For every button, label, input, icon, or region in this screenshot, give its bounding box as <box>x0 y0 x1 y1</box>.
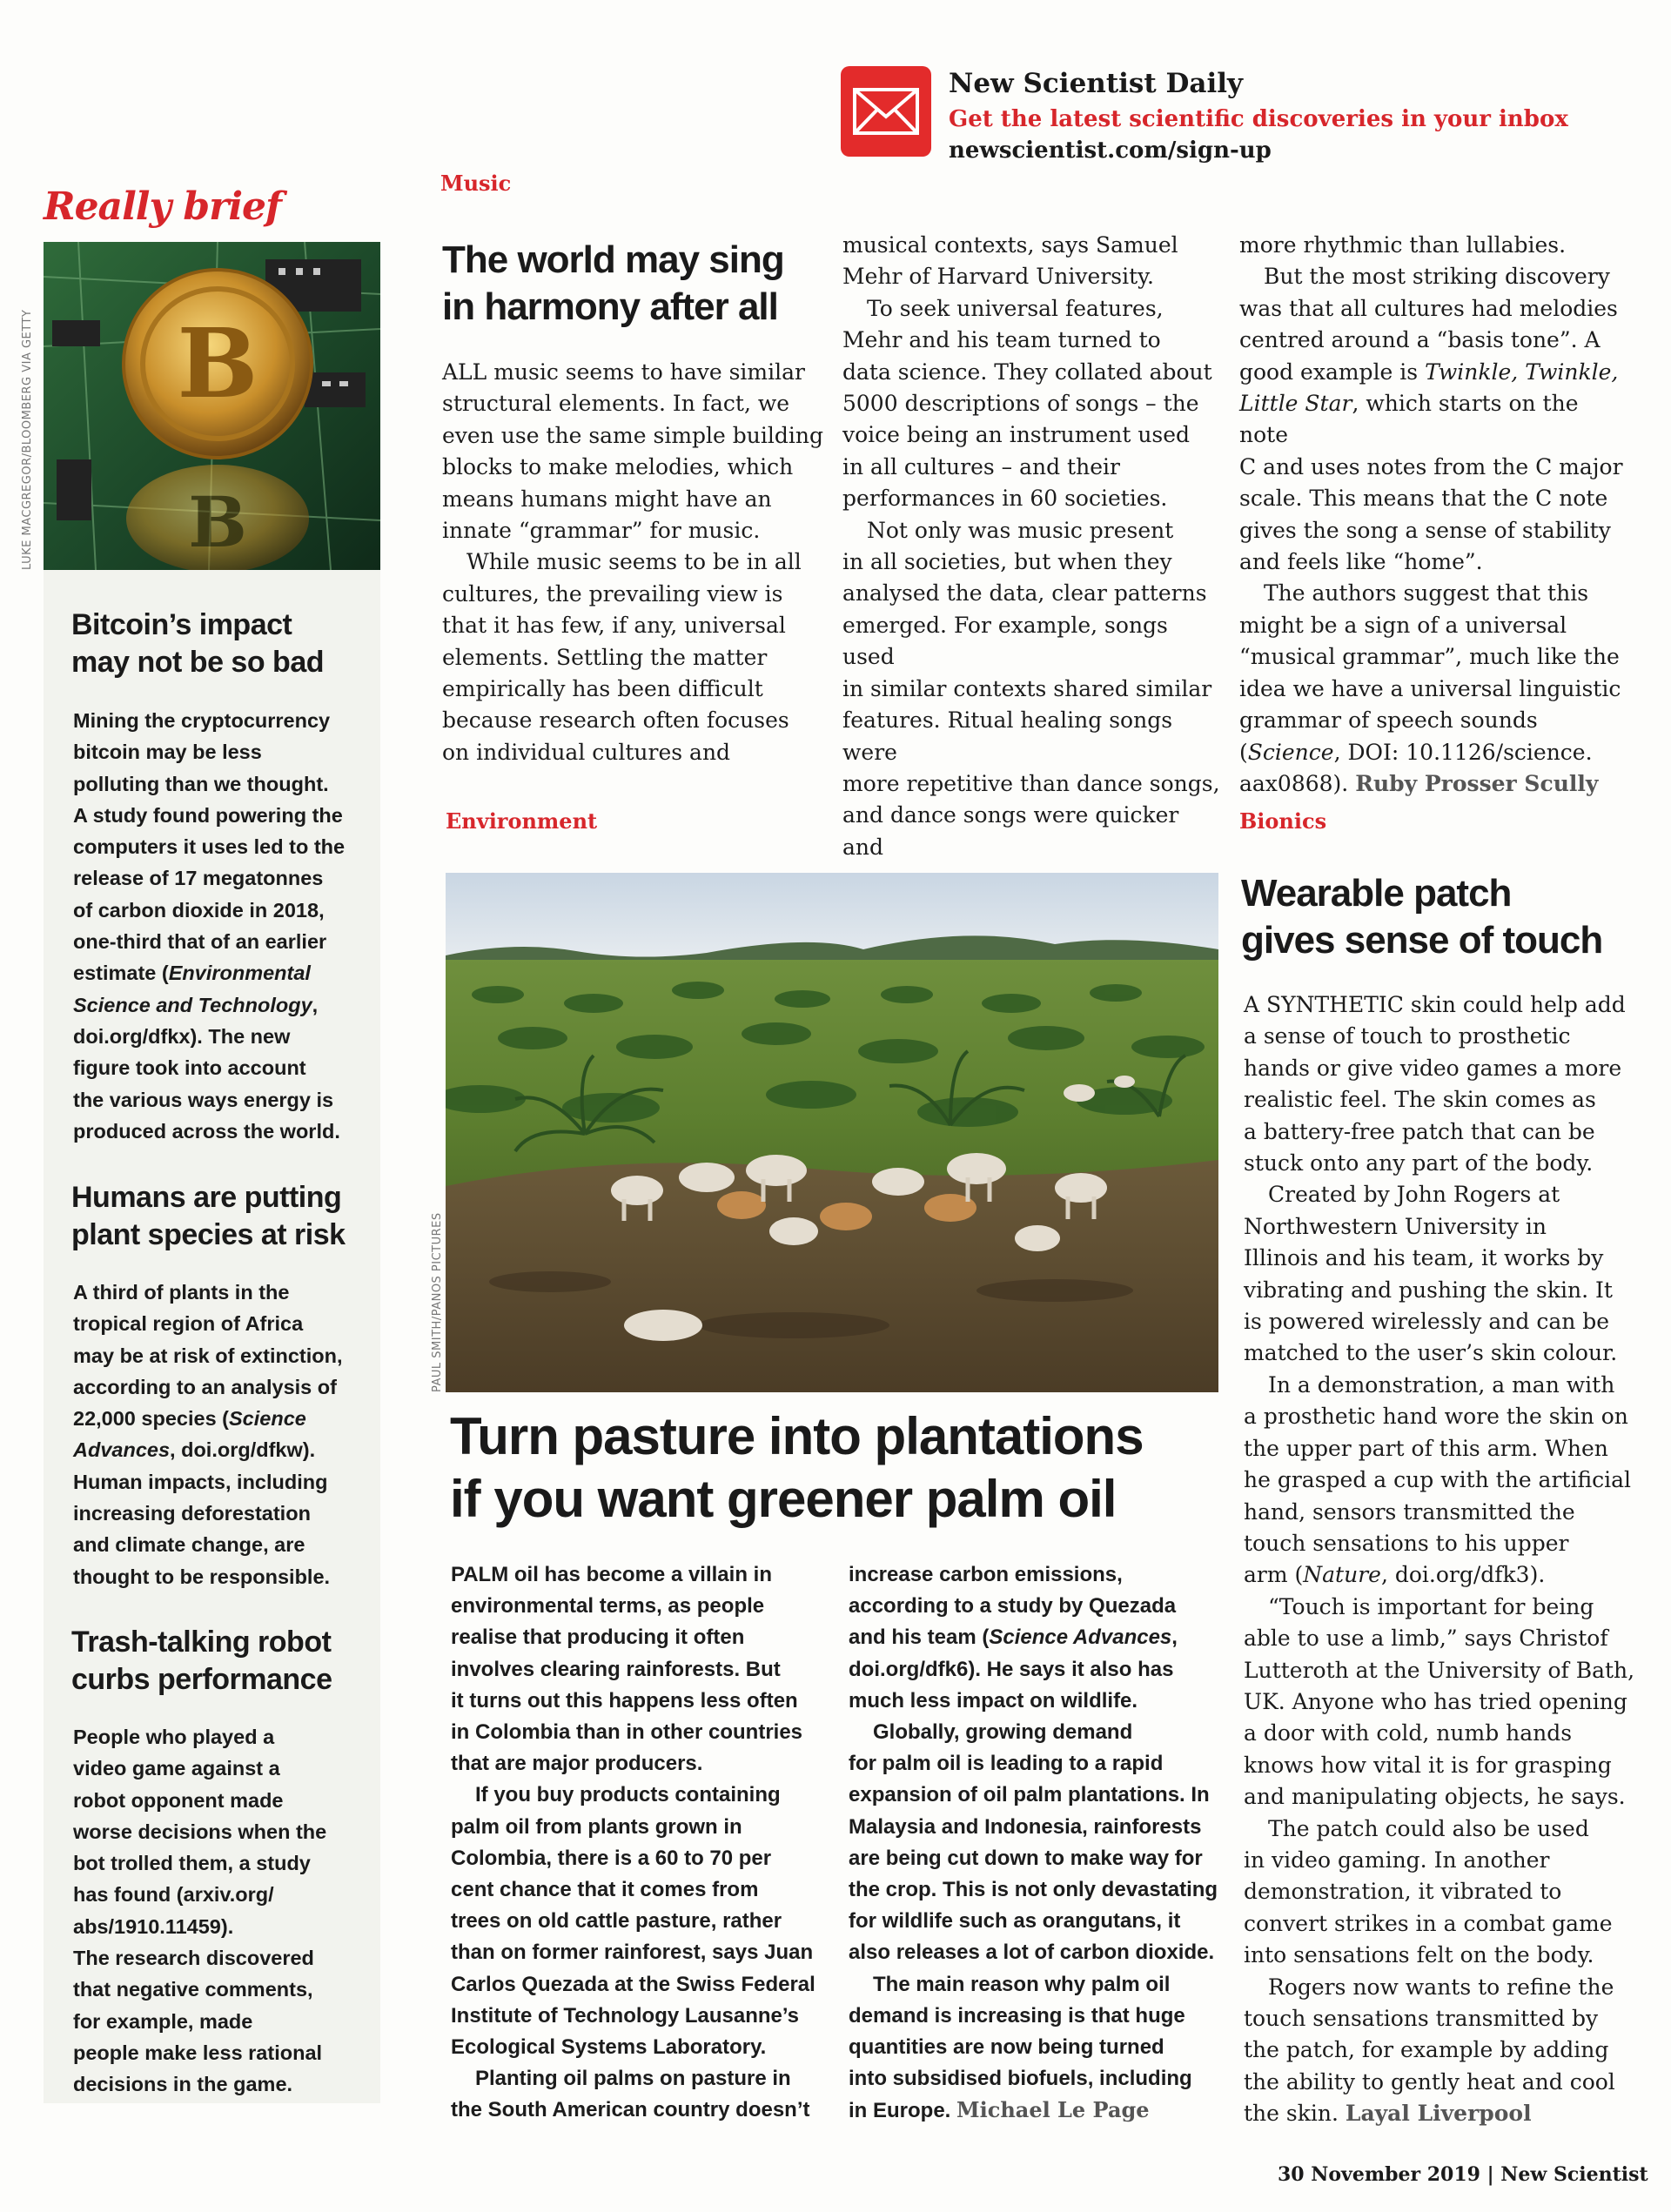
promo-signup-link[interactable]: newscientist.com/sign-up <box>949 137 1272 164</box>
environment-column-1: PALM oil has become a villain in environmental terms, as people realise that producing it often involves clearing rainforests. But it turns out this happens less often in Colombia than in other countries that are major producers. If you buy products containing palm oil from plants grown in Colombia, there is a 60 to 70 per cent chance that it comes from trees on old cattle pasture, rather than on former rainforest, says Juan Carlos Quezada at the Swiss Federal Institute of Technology Lausanne’s Ecological Systems Laboratory. Planting oil palms on pasture in the South American country doesn’t <box>451 1563 815 2122</box>
brief-headline-plants: Humans are putting plant species at risk <box>71 1181 346 1251</box>
bitcoin-photo <box>44 242 380 570</box>
section-label-music: Music <box>440 171 512 196</box>
environment-byline: Michael Le Page <box>956 2097 1150 2123</box>
promo-title: New Scientist Daily <box>949 68 1244 99</box>
envelope-icon <box>841 66 931 157</box>
brief-headline-bitcoin: Bitcoin’s impact may not be so bad <box>71 608 324 679</box>
music-headline: The world may sing in harmony after all <box>442 238 784 328</box>
bionics-body: A SYNTHETIC skin could help add a sense of touch to prosthetic hands or give video games a more realistic feel. The skin comes as a battery-free patch that can be stuck onto any part of the body. Created by John Rogers at Northwestern University in Illinois and his team, it works by vibrating and pushing the skin. It is powered wirelessly and can be matched to the user’s skin colour. In a demonstration, a man with a prosthetic hand wore the skin on the upper part of this arm. When he grasped a cup with the artificial hand, sensors transmitted the touch sensations to his upper arm (Nature, doi.org/dfk3). “Touch is important for being able to use a limb,” says Christof Lutteroth at the University of Bath, UK. Anyone who has tried opening a door with cold, numb hands knows how vital it is for grasping and manipulating objects, he says. The patch could also be used in video gaming. In another demonstration, it vibrated to convert strikes in a combat game into sensations felt on the body. Rogers now wants to refine the touch sensations transmitted by the patch, for example by adding the ability to gently heat and cool the skin. Layal Liverpool <box>1244 992 1635 2127</box>
section-label-bionics: Bionics <box>1239 808 1327 834</box>
bionics-headline: Wearable patch gives sense of touch <box>1241 872 1603 962</box>
brief-headline-robot: Trash-talking robot curbs performance <box>71 1625 332 1696</box>
svg-text:B: B <box>177 307 258 419</box>
palm-photo-credit: PAUL SMITH/PANOS PICTURES <box>431 1212 444 1392</box>
environment-column-2: increase carbon emissions, according to a study by Quezada and his team (Science Advances, doi.org/dfk6). He says it also has much less impact on wildlife. Globally, growing demand for palm oil is leading to a rapid expansion of oil palm plantations. In Malaysia and Indonesia, rainforests are being cut down to make way for the crop. This is not only devastating for wildlife such as orangutans, it also releases a lot of carbon dioxide. The main reason why palm oil demand is increasing is that huge quantities are now being turned into subsidised biofuels, including in Europe. Michael Le Page <box>849 1563 1218 2123</box>
brief-body-plants: A third of plants in the tropical region of Africa may be at risk of extinction, according to an analysis of 22,000 species (Science Advances, doi.org/dfkw). Human impacts, including increasing deforestation and climate change, are thought to be responsible. <box>73 1281 343 1588</box>
bitcoin-photo-credit: LUKE MACGREGOR/BLOOMBERG VIA GETTY <box>21 309 34 570</box>
really-brief-title: Really brief <box>44 184 281 229</box>
newsletter-promo-icon-box <box>841 66 931 157</box>
promo-tagline: Get the latest scientific discoveries in your inbox <box>949 106 1568 132</box>
music-byline: Ruby Prosser Scully <box>1355 770 1599 796</box>
page-footer: 30 November 2019 | New Scientist <box>1278 2163 1648 2186</box>
music-column-1: ALL music seems to have similar structural elements. In fact, we even use the same simple building blocks to make melodies, which means humans might have an innate “grammar” for music. While music seems to be in all cultures, the prevailing view is that it has few, if any, universal elements. Settling the matter empirically has been difficult because research often focuses on individual cultures and <box>442 359 823 765</box>
brief-body-robot: People who played a video game against a robot opponent made worse decisions when the bot trolled them, a study has found (arxiv.org/ abs/1910.11459). The research discovered that negative comments, for example, made people make less rational decisions in the game. <box>73 1726 327 2096</box>
palm-plantation-photo <box>446 873 1218 1392</box>
svg-text:B: B <box>188 481 247 563</box>
music-column-3: more rhythmic than lullabies. But the most striking discovery was that all cultures had melodies centred around a “basis tone”. A good example is Twinkle, Twinkle, Little Star, which starts on the note C and uses notes from the C major scale. This means that the C note gives the song a sense of stability and feels like “home”. The authors suggest that this might be a sign of a universal “musical grammar”, much like the idea we have a universal linguistic grammar of speech sounds (Science, DOI: 10.1126/science. aax0868). Ruby Prosser Scully <box>1239 232 1623 796</box>
music-column-2: musical contexts, says Samuel Mehr of Harvard University. To seek universal features, Mehr and his team turned to data science. They collated about 5000 descriptions of songs – the voice being an instrument used in all cultures – and their performances in 60 societies. Not only was music present in all societies, but when they analysed the data, clear patterns emerged. For example, songs used in similar contexts shared similar features. Ritual healing songs were more repetitive than dance songs, and dance songs were quicker and <box>842 232 1220 860</box>
bionics-byline: Layal Liverpool <box>1345 2101 1532 2127</box>
environment-headline: Turn pasture into plantations if you want greener palm oil <box>450 1407 1144 1528</box>
brief-body-bitcoin: Mining the cryptocurrency bitcoin may be less polluting than we thought. A study found powering the computers it uses led to the release of 17 megatonnes of carbon dioxide in 2018, one-third that of an earlier estimate (Environmental Science and Technology, doi.org/dfkx). The new figure took into account the various ways energy is produced across the world. <box>73 709 346 1143</box>
section-label-environment: Environment <box>446 808 598 834</box>
